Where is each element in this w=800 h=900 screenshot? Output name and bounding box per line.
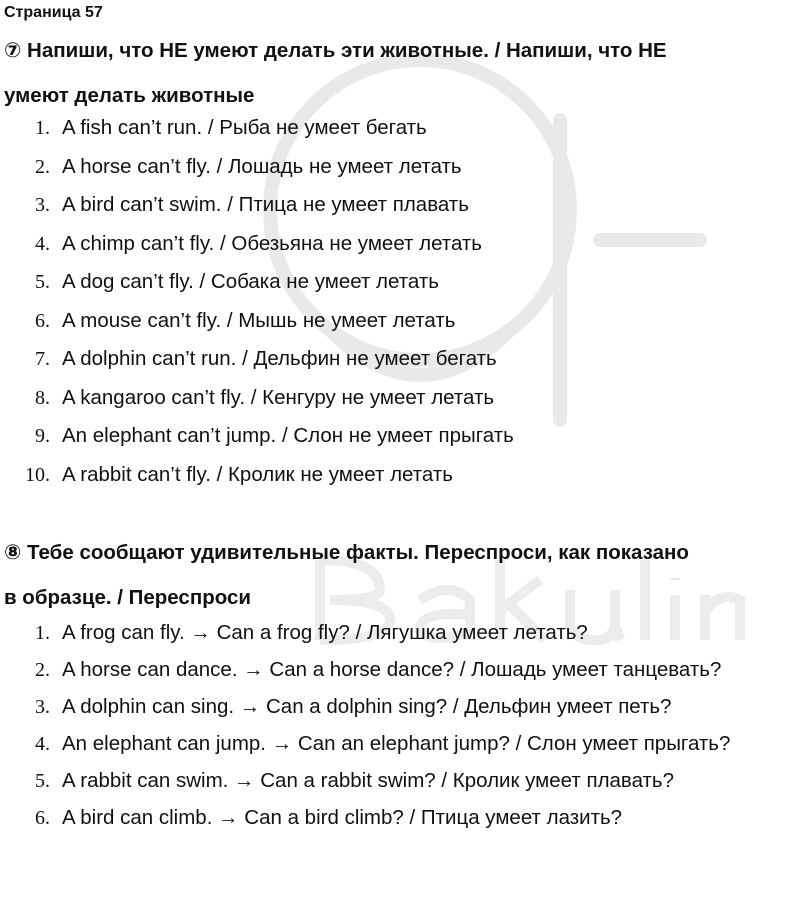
list-item-number: 5. xyxy=(35,271,50,293)
list-item-number: 1. xyxy=(35,622,50,644)
list-item xyxy=(0,766,800,796)
list-item-text: A bird can climb. → Can a bird climb? / Птица умеет лазить? xyxy=(62,806,623,829)
exercise-8-list xyxy=(0,618,800,833)
list-item-text: An elephant can’t jump. / Слон не умеет прыгать xyxy=(62,424,514,447)
list-item xyxy=(0,618,800,648)
page-number-label: Страница 57 xyxy=(4,4,103,21)
list-item-number: 6. xyxy=(35,807,50,829)
list-item xyxy=(0,383,800,413)
list-item-number: 2. xyxy=(35,659,50,681)
list-item xyxy=(0,190,800,220)
list-item-number: 4. xyxy=(35,232,50,255)
list-item-text: A dog can’t fly. / Собака не умеет летать xyxy=(62,270,439,293)
list-item-number: 5. xyxy=(35,770,50,792)
list-item xyxy=(0,229,800,259)
list-item-text: A dolphin can sing. → Can a dolphin sing? / Дельфин умеет петь? xyxy=(62,695,672,718)
list-item xyxy=(0,692,800,722)
list-item-number: 10. xyxy=(25,463,50,486)
exercise-8-heading xyxy=(4,530,796,620)
list-item xyxy=(0,421,800,451)
list-item-number: 1. xyxy=(35,117,50,139)
list-item-text: An elephant can jump. → Can an elephant jump? / Слон умеет прыгать? xyxy=(62,732,731,755)
exercise-8-heading-line-1: ⑧ Тебе сообщают удивительные факты. Переспроси, как показано xyxy=(4,541,689,564)
list-item xyxy=(0,460,800,490)
list-item xyxy=(0,729,800,759)
list-item-number: 3. xyxy=(35,194,50,216)
list-item xyxy=(0,152,800,182)
list-item-text: A fish can’t run. / Рыба не умеет бегать xyxy=(62,116,427,139)
list-item-number: 4. xyxy=(35,733,50,755)
list-item xyxy=(0,655,800,685)
list-item-text: A dolphin can’t run. / Дельфин не умеет бегать xyxy=(62,347,497,370)
list-item-text: A mouse can’t fly. / Мышь не умеет летать xyxy=(62,308,456,332)
list-item xyxy=(0,306,800,336)
exercise-7-list xyxy=(0,113,800,490)
list-item-text: A bird can’t swim. / Птица не умеет плавать xyxy=(62,193,469,216)
list-item-text: A horse can’t fly. / Лошадь не умеет летать xyxy=(62,154,462,178)
list-item xyxy=(0,344,800,374)
list-item xyxy=(0,803,800,833)
list-item xyxy=(0,113,800,143)
list-item xyxy=(0,267,800,297)
list-item-number: 3. xyxy=(35,696,50,718)
list-item-text: A frog can fly. → Can a frog fly? / Лягушка умеет летать? xyxy=(62,621,588,644)
list-item-text: A rabbit can’t fly. / Кролик не умеет летать xyxy=(62,462,453,486)
exercise-7-heading xyxy=(4,28,796,118)
list-item-number: 7. xyxy=(35,348,50,370)
list-item-text: A rabbit can swim. → Can a rabbit swim? / Кролик умеет плавать? xyxy=(62,769,675,792)
exercise-7-heading-line-1: ⑦ Напиши, что НЕ умеют делать эти животные. / Напиши, что НЕ xyxy=(4,39,667,62)
list-item-text: A kangaroo can’t fly. / Кенгуру не умеет летать xyxy=(62,385,495,409)
list-item-number: 9. xyxy=(35,425,50,447)
list-item-text: A chimp can’t fly. / Обезьяна не умеет летать xyxy=(62,231,482,255)
exercise-7-heading-line-2: умеют делать животные xyxy=(4,84,255,107)
list-item-number: 8. xyxy=(35,386,50,409)
list-item-text: A horse can dance. → Can a horse dance? / Лошадь умеет танцевать? xyxy=(62,658,722,681)
list-item-number: 2. xyxy=(35,155,50,178)
list-item-number: 6. xyxy=(35,309,50,332)
exercise-8-heading-line-2: в образце. / Переспроси xyxy=(4,586,251,609)
